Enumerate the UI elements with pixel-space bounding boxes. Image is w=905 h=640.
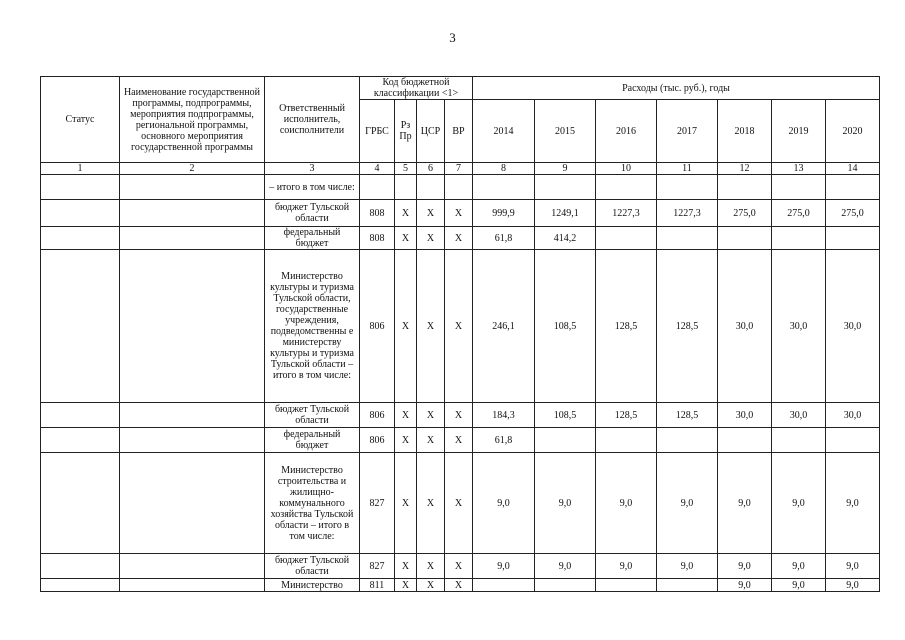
expense-cell: 9,0 bbox=[772, 554, 826, 579]
expense-cell: 9,0 bbox=[473, 453, 535, 554]
header-csr: ЦСР bbox=[417, 100, 445, 163]
page-number: 3 bbox=[449, 30, 456, 45]
expense-cell bbox=[596, 579, 657, 592]
expense-cell: 246,1 bbox=[473, 250, 535, 403]
expense-cell bbox=[772, 227, 826, 250]
expense-cell bbox=[826, 227, 880, 250]
status-cell bbox=[41, 453, 120, 554]
expense-cell: 30,0 bbox=[826, 403, 880, 428]
rzpr-cell: Х bbox=[395, 554, 417, 579]
column-index: 10 bbox=[596, 163, 657, 175]
status-cell bbox=[41, 579, 120, 592]
grbs-cell: 808 bbox=[360, 200, 395, 227]
column-index: 13 bbox=[772, 163, 826, 175]
expense-cell: 61,8 bbox=[473, 428, 535, 453]
expense-cell: 9,0 bbox=[718, 554, 772, 579]
column-index: 6 bbox=[417, 163, 445, 175]
program-name-cell bbox=[120, 250, 265, 403]
expense-cell bbox=[718, 227, 772, 250]
budget-table bbox=[40, 76, 880, 592]
program-name-cell bbox=[120, 175, 265, 200]
expense-cell: 61,8 bbox=[473, 227, 535, 250]
program-name-cell bbox=[120, 403, 265, 428]
column-index: 5 bbox=[395, 163, 417, 175]
expense-cell: 128,5 bbox=[596, 403, 657, 428]
header-year: 2018 bbox=[718, 100, 772, 163]
table-row bbox=[41, 200, 880, 227]
program-name-cell bbox=[120, 554, 265, 579]
program-name-cell bbox=[120, 428, 265, 453]
vr-cell: Х bbox=[445, 200, 473, 227]
header-program-name: Наименование государственной программы, подпрограммы, мероприятия подпрограммы, региональной программы, основного мероприятия государственной программы bbox=[120, 77, 265, 163]
column-index: 4 bbox=[360, 163, 395, 175]
expense-cell: 275,0 bbox=[772, 200, 826, 227]
expense-cell: 128,5 bbox=[657, 250, 718, 403]
expense-cell: 9,0 bbox=[596, 554, 657, 579]
expense-cell bbox=[596, 175, 657, 200]
expense-cell bbox=[826, 428, 880, 453]
vr-cell: Х bbox=[445, 453, 473, 554]
rzpr-cell: Х bbox=[395, 227, 417, 250]
expense-cell: 9,0 bbox=[826, 453, 880, 554]
executor-cell: бюджет Тульской области bbox=[265, 200, 360, 227]
executor-cell: Министерство bbox=[265, 579, 360, 592]
expense-cell: 9,0 bbox=[535, 554, 596, 579]
vr-cell: Х bbox=[445, 250, 473, 403]
column-index: 3 bbox=[265, 163, 360, 175]
expense-cell: 9,0 bbox=[826, 554, 880, 579]
column-index: 11 bbox=[657, 163, 718, 175]
executor-cell: Министерство культуры и туризма Тульской области, государственные учреждения, подведомственны е министерству культуры и туризма Тульской области – итого в том числе: bbox=[265, 250, 360, 403]
expense-cell: 9,0 bbox=[657, 453, 718, 554]
expense-cell: 275,0 bbox=[826, 200, 880, 227]
csr-cell: Х bbox=[417, 453, 445, 554]
expense-cell bbox=[826, 175, 880, 200]
expense-cell: 30,0 bbox=[826, 250, 880, 403]
expense-cell: 30,0 bbox=[718, 250, 772, 403]
expense-cell bbox=[657, 175, 718, 200]
expense-cell: 1227,3 bbox=[596, 200, 657, 227]
grbs-cell: 811 bbox=[360, 579, 395, 592]
expense-cell: 999,9 bbox=[473, 200, 535, 227]
header-budget-code: Код бюджетной классификации <1> bbox=[360, 77, 473, 100]
grbs-cell: 806 bbox=[360, 250, 395, 403]
expense-cell: 30,0 bbox=[718, 403, 772, 428]
expense-cell: 9,0 bbox=[772, 453, 826, 554]
status-cell bbox=[41, 200, 120, 227]
expense-cell: 30,0 bbox=[772, 403, 826, 428]
csr-cell: Х bbox=[417, 579, 445, 592]
table-row bbox=[41, 554, 880, 579]
grbs-cell: 808 bbox=[360, 227, 395, 250]
csr-cell: Х bbox=[417, 554, 445, 579]
grbs-cell bbox=[360, 175, 395, 200]
rzpr-cell: Х bbox=[395, 403, 417, 428]
rzpr-cell: Х bbox=[395, 579, 417, 592]
header-grbs: ГРБС bbox=[360, 100, 395, 163]
rzpr-cell: Х bbox=[395, 200, 417, 227]
expense-cell: 184,3 bbox=[473, 403, 535, 428]
executor-cell: федеральный бюджет bbox=[265, 428, 360, 453]
grbs-cell: 827 bbox=[360, 453, 395, 554]
csr-cell: Х bbox=[417, 227, 445, 250]
expense-cell bbox=[718, 175, 772, 200]
table-row bbox=[41, 175, 880, 200]
expense-cell: 414,2 bbox=[535, 227, 596, 250]
expense-cell bbox=[772, 428, 826, 453]
header-vr: ВР bbox=[445, 100, 473, 163]
expense-cell: 30,0 bbox=[772, 250, 826, 403]
column-index: 12 bbox=[718, 163, 772, 175]
executor-cell: бюджет Тульской области bbox=[265, 403, 360, 428]
rzpr-cell: Х bbox=[395, 428, 417, 453]
expense-cell: 108,5 bbox=[535, 403, 596, 428]
program-name-cell bbox=[120, 200, 265, 227]
expense-cell: 9,0 bbox=[535, 453, 596, 554]
expense-cell: 9,0 bbox=[826, 579, 880, 592]
column-index: 9 bbox=[535, 163, 596, 175]
expense-cell: 108,5 bbox=[535, 250, 596, 403]
header-year: 2014 bbox=[473, 100, 535, 163]
program-name-cell bbox=[120, 227, 265, 250]
program-name-cell bbox=[120, 453, 265, 554]
expense-cell bbox=[535, 175, 596, 200]
vr-cell: Х bbox=[445, 579, 473, 592]
header-year: 2019 bbox=[772, 100, 826, 163]
expense-cell: 9,0 bbox=[718, 453, 772, 554]
expense-cell bbox=[596, 428, 657, 453]
vr-cell bbox=[445, 175, 473, 200]
grbs-cell: 806 bbox=[360, 403, 395, 428]
expense-cell: 9,0 bbox=[772, 579, 826, 592]
executor-cell: бюджет Тульской области bbox=[265, 554, 360, 579]
header-row-top bbox=[41, 77, 880, 100]
expense-cell: 128,5 bbox=[596, 250, 657, 403]
table-row bbox=[41, 453, 880, 554]
status-cell bbox=[41, 250, 120, 403]
vr-cell: Х bbox=[445, 554, 473, 579]
csr-cell: Х bbox=[417, 403, 445, 428]
expense-cell: 9,0 bbox=[718, 579, 772, 592]
status-cell bbox=[41, 403, 120, 428]
expense-cell: 9,0 bbox=[657, 554, 718, 579]
expense-cell bbox=[772, 175, 826, 200]
expense-cell bbox=[657, 428, 718, 453]
executor-cell: федеральный бюджет bbox=[265, 227, 360, 250]
rzpr-cell: Х bbox=[395, 453, 417, 554]
vr-cell: Х bbox=[445, 403, 473, 428]
table-row bbox=[41, 579, 880, 592]
expense-cell bbox=[657, 579, 718, 592]
expense-cell: 9,0 bbox=[473, 554, 535, 579]
column-index-row bbox=[41, 163, 880, 175]
grbs-cell: 806 bbox=[360, 428, 395, 453]
status-cell bbox=[41, 175, 120, 200]
executor-cell: – итого в том числе: bbox=[265, 175, 360, 200]
header-expenses: Расходы (тыс. руб.), годы bbox=[473, 77, 880, 100]
header-year: 2016 bbox=[596, 100, 657, 163]
table-row bbox=[41, 227, 880, 250]
table-row bbox=[41, 428, 880, 453]
header-year: 2020 bbox=[826, 100, 880, 163]
column-index: 2 bbox=[120, 163, 265, 175]
expense-cell: 1249,1 bbox=[535, 200, 596, 227]
table-row bbox=[41, 250, 880, 403]
expense-cell bbox=[596, 227, 657, 250]
expense-cell bbox=[718, 428, 772, 453]
executor-cell: Министерство строительства и жилищно-коммунального хозяйства Тульской области – итого в том числе: bbox=[265, 453, 360, 554]
expense-cell bbox=[535, 579, 596, 592]
expense-cell bbox=[473, 579, 535, 592]
csr-cell: Х bbox=[417, 428, 445, 453]
status-cell bbox=[41, 227, 120, 250]
expense-cell: 1227,3 bbox=[657, 200, 718, 227]
status-cell bbox=[41, 428, 120, 453]
vr-cell: Х bbox=[445, 227, 473, 250]
table-row bbox=[41, 403, 880, 428]
header-executor: Ответственный исполнитель, соисполнители bbox=[265, 77, 360, 163]
expense-cell bbox=[473, 175, 535, 200]
expense-cell: 128,5 bbox=[657, 403, 718, 428]
vr-cell: Х bbox=[445, 428, 473, 453]
status-cell bbox=[41, 554, 120, 579]
column-index: 7 bbox=[445, 163, 473, 175]
header-rzpr: Рз Пр bbox=[395, 100, 417, 163]
expense-cell: 9,0 bbox=[596, 453, 657, 554]
column-index: 8 bbox=[473, 163, 535, 175]
csr-cell bbox=[417, 175, 445, 200]
csr-cell: Х bbox=[417, 200, 445, 227]
expense-cell bbox=[535, 428, 596, 453]
expense-cell bbox=[657, 227, 718, 250]
program-name-cell bbox=[120, 579, 265, 592]
column-index: 1 bbox=[41, 163, 120, 175]
csr-cell: Х bbox=[417, 250, 445, 403]
header-status: Статус bbox=[41, 77, 120, 163]
header-year: 2015 bbox=[535, 100, 596, 163]
expense-cell: 275,0 bbox=[718, 200, 772, 227]
grbs-cell: 827 bbox=[360, 554, 395, 579]
header-year: 2017 bbox=[657, 100, 718, 163]
rzpr-cell bbox=[395, 175, 417, 200]
rzpr-cell: Х bbox=[395, 250, 417, 403]
column-index: 14 bbox=[826, 163, 880, 175]
